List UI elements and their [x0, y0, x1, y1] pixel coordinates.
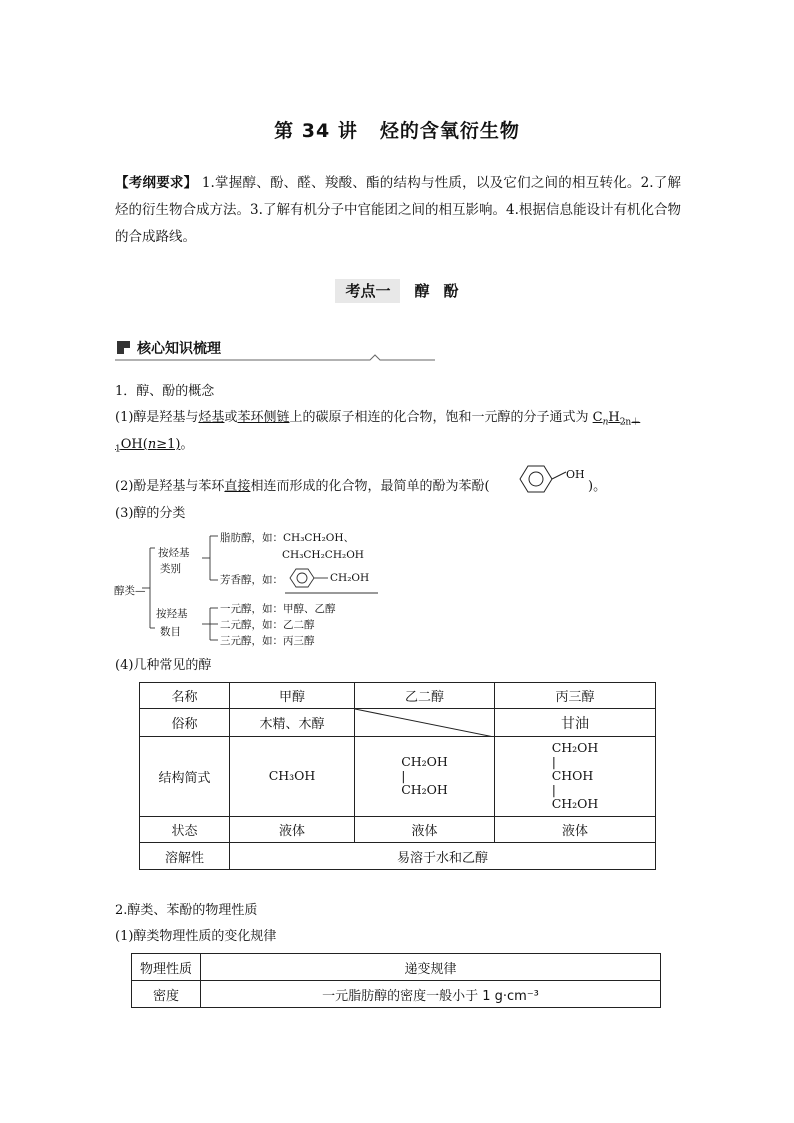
- gl-bond: |: [551, 782, 556, 797]
- eg-line: CH₂OH: [401, 782, 448, 797]
- p1-term-sidechain: 苯环侧链: [237, 410, 290, 425]
- diagonal-line: [355, 709, 494, 737]
- table-cell: 木精、木醇: [230, 709, 355, 737]
- classify-aliphatic: 脂肪醇，如：CH₃CH₂OH、: [220, 532, 355, 544]
- table-cell: 液体: [495, 817, 656, 843]
- p1-text-c: 或: [224, 410, 238, 425]
- classify-trihydric: 三元醇，如：丙三醇: [220, 635, 315, 647]
- classify-dihydric: 二元醇，如：乙二醇: [220, 619, 315, 631]
- formula-oh: OH(: [120, 437, 148, 452]
- formula-general: [592, 410, 641, 428]
- p2-end: )。: [588, 479, 607, 494]
- table-row: [140, 817, 656, 843]
- table-cell: 俗称: [140, 709, 230, 737]
- formula-cond: ≥1): [156, 437, 181, 452]
- formula-2n1: 2n＋: [619, 417, 641, 428]
- kaodian-topic-1: 醇: [414, 282, 430, 300]
- table-cell: 甘油: [495, 709, 656, 737]
- classify-monohydric: 一元醇，如：甲醇、乙醇: [220, 603, 336, 615]
- classify-aromatic: 芳香醇，如：: [220, 574, 283, 586]
- table-row: [132, 981, 661, 1008]
- table-cell: 液体: [230, 817, 355, 843]
- table-header-cell: 乙二醇: [355, 683, 495, 709]
- kaodian-heading: [0, 280, 794, 301]
- table-header-cell: 甲醇: [230, 683, 355, 709]
- kaodian-topic-2: 酚: [443, 282, 459, 300]
- table-cell: 溶解性: [140, 843, 230, 870]
- s1-heading: 1．醇、酚的概念: [115, 384, 215, 399]
- classify-branch2-a: 按羟基: [156, 608, 188, 620]
- ethylene-glycol-structure: [401, 755, 448, 797]
- s1-paragraph-4: (4)几种常见的醇: [115, 658, 212, 673]
- table-cell-diagonal: [355, 709, 495, 737]
- page-title: [0, 116, 794, 143]
- p1-term-hydrocarbyl: 烃基: [198, 410, 225, 425]
- p1-end: 。: [180, 437, 194, 452]
- classify-aromatic-ch2oh: CH₂OH: [330, 572, 370, 584]
- table-header-cell: 递变规律: [201, 954, 661, 981]
- p1-text-a: (1)醇是羟基与: [115, 410, 199, 425]
- lecture-number: 第 34 讲: [274, 120, 358, 142]
- table-header-cell: 名称: [140, 683, 230, 709]
- requirement-label: 【考纲要求】: [115, 175, 198, 191]
- classify-branch2-b: 数目: [160, 626, 181, 638]
- formula-one: 1: [115, 444, 121, 455]
- table-cell: [230, 737, 355, 817]
- s2-heading: 2.醇类、苯酚的物理性质: [115, 903, 258, 918]
- table-cell: 密度: [132, 981, 201, 1008]
- table-row: [140, 683, 656, 709]
- requirement-text: 1.掌握醇、酚、醛、羧酸、酯的结构与性质，以及它们之间的相互转化。2.了解烃的衍生物合成方法。3.了解有机分子中官能团之间的相互影响。4.根据信息能设计有机化合物的合成路线。: [115, 175, 681, 245]
- methanol-structure: CH₃OH: [268, 768, 316, 783]
- kaodian-label: 考点一: [335, 279, 400, 303]
- classify-root: 醇类—: [114, 585, 146, 597]
- eg-line: CH₂OH: [401, 754, 448, 769]
- formula-cont: [115, 437, 181, 455]
- classify-aliphatic-example2: CH₃CH₂CH₂OH: [282, 549, 364, 561]
- classify-branch1-a: 按烃基: [158, 547, 190, 559]
- table-cell: 液体: [355, 817, 495, 843]
- p2-term-direct: 直接: [224, 479, 251, 494]
- table-cell: 一元脂肪醇的密度一般小于 1 g·cm⁻³: [201, 981, 661, 1008]
- table-row: [132, 954, 661, 981]
- s2-paragraph-1: (1)醇类物理性质的变化规律: [115, 929, 277, 944]
- p1-text-e: 上的碳原子相连的化合物，饱和一元醇的分子通式为: [289, 410, 593, 425]
- gl-bond: |: [551, 754, 556, 769]
- table-row: [140, 737, 656, 817]
- p2-text-a: (2)酚是羟基与苯环: [115, 479, 225, 494]
- eg-bond: |: [401, 768, 406, 783]
- table-header-cell: 丙三醇: [495, 683, 656, 709]
- table-header-cell: 物理性质: [132, 954, 201, 981]
- table-cell: 结构简式: [140, 737, 230, 817]
- phenol-oh-label: OH: [566, 468, 585, 481]
- table-cell: [495, 737, 656, 817]
- table-cell: 状态: [140, 817, 230, 843]
- physical-property-table: [131, 953, 661, 1008]
- classify-branch1-b: 类别: [160, 563, 181, 575]
- formula-n: n: [602, 417, 609, 428]
- gl-line: CHOH: [551, 768, 594, 783]
- formula-h: H: [608, 410, 620, 425]
- s1-paragraph-3: (3)醇的分类: [115, 506, 186, 521]
- formula-c: C: [592, 410, 603, 425]
- gl-line: CH₂OH: [551, 796, 599, 811]
- table-cell: [355, 737, 495, 817]
- s1-paragraph-2: [115, 478, 490, 496]
- gl-line: CH₂OH: [551, 740, 599, 755]
- exam-requirement: [115, 170, 681, 251]
- s1-paragraph-1-cont: [115, 436, 193, 459]
- s1-paragraph-1: [115, 409, 685, 432]
- formula-n2: n: [147, 437, 157, 452]
- lecture-topic: 烃的含氧衍生物: [379, 120, 520, 142]
- table-row: [140, 709, 656, 737]
- section-underline: [115, 352, 435, 362]
- section-header: [115, 338, 435, 362]
- table-row: [140, 843, 656, 870]
- common-alcohols-table: [139, 682, 656, 870]
- section-title: 核心知识梳理: [137, 341, 221, 357]
- glycerol-structure: [552, 741, 599, 811]
- table-cell: 易溶于水和乙醇: [230, 843, 656, 870]
- p2-text-c: 相连而形成的化合物，最简单的酚为苯酚(: [250, 479, 490, 494]
